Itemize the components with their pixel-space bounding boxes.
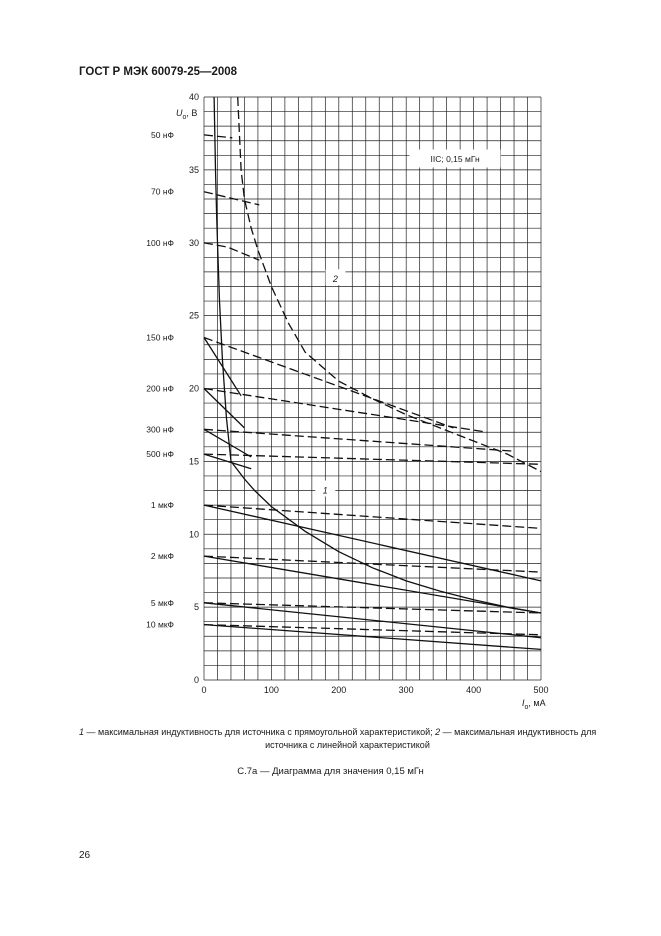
y-tick-label: 20 xyxy=(188,383,199,394)
document-header: ГОСТ Р МЭК 60079-25—2008 xyxy=(79,66,238,78)
x-tick-label: 400 xyxy=(466,685,482,695)
y-axis-label: $U_o$, В xyxy=(176,108,198,121)
capacitance-label: 50 нФ xyxy=(151,129,174,140)
legend-note-2-continuation: источника с линейной характеристикой xyxy=(265,740,430,750)
y-tick-label: 0 xyxy=(193,675,199,685)
capacitance-label: 100 нФ xyxy=(146,237,174,248)
legend-note-2-text: — максимальная индуктивность для xyxy=(440,727,597,737)
dashed-capacitance-line xyxy=(204,454,541,464)
capacitance-label: 5 мкФ xyxy=(150,597,174,608)
capacitance-label: 10 мкФ xyxy=(146,619,174,630)
curve-1 xyxy=(214,97,541,613)
solid-capacitance-line xyxy=(204,625,541,650)
legend-note-2-number: 2 xyxy=(435,727,441,737)
y-tick-label: 30 xyxy=(188,237,199,248)
curve-label: 1 xyxy=(322,485,328,496)
x-tick-label: 0 xyxy=(201,685,207,695)
legend-note-1-number: 1 xyxy=(79,727,85,737)
solid-capacitance-line xyxy=(204,556,541,613)
y-tick-label: 40 xyxy=(188,92,199,102)
axis-layer xyxy=(176,92,549,711)
y-tick-label: 10 xyxy=(188,529,199,540)
legend-note-1-text: — максимальная индуктивность для источника с прямоугольной характеристикой; xyxy=(84,727,433,737)
y-tick-label: 5 xyxy=(193,602,199,613)
dashed-capacitance-line xyxy=(204,192,259,205)
x-tick-label: 200 xyxy=(331,685,347,695)
dashed-capacitance-line xyxy=(204,429,514,451)
dashed-capacitance-line xyxy=(204,338,453,428)
dashed-capacitance-line xyxy=(204,389,487,433)
capacitance-label: 500 нФ xyxy=(146,449,174,460)
annotation-layer xyxy=(146,130,500,630)
dashed-capacitance-line xyxy=(204,135,232,138)
capacitance-label: 2 мкФ xyxy=(150,551,174,562)
y-tick-label: 35 xyxy=(188,164,199,175)
y-tick-label: 25 xyxy=(188,310,199,321)
annotation-box-text: IIC; 0,15 мГн xyxy=(430,153,480,164)
capacitance-label: 300 нФ xyxy=(146,424,174,435)
capacitance-label: 1 мкФ xyxy=(150,500,174,511)
x-tick-label: 100 xyxy=(263,685,279,695)
solid-capacitance-line xyxy=(204,603,541,638)
solid-capacitance-line xyxy=(204,338,241,396)
x-tick-label: 500 xyxy=(533,685,549,695)
y-tick-label: 15 xyxy=(188,456,199,467)
series-layer xyxy=(204,97,541,649)
capacitance-label: 70 нФ xyxy=(151,186,174,197)
page-number: 26 xyxy=(79,850,91,861)
capacitance-label: 150 нФ xyxy=(146,332,174,343)
figure-title: С.7а — Диаграмма для значения 0,15 мГн xyxy=(237,766,424,777)
capacitance-label: 200 нФ xyxy=(146,383,174,394)
curve-label: 2 xyxy=(332,274,338,285)
x-tick-label: 300 xyxy=(398,685,414,695)
dashed-capacitance-line xyxy=(204,625,541,635)
x-axis-label: $I_o$, мА xyxy=(522,698,546,711)
legend-caption xyxy=(79,726,616,752)
grid-layer xyxy=(204,97,541,680)
